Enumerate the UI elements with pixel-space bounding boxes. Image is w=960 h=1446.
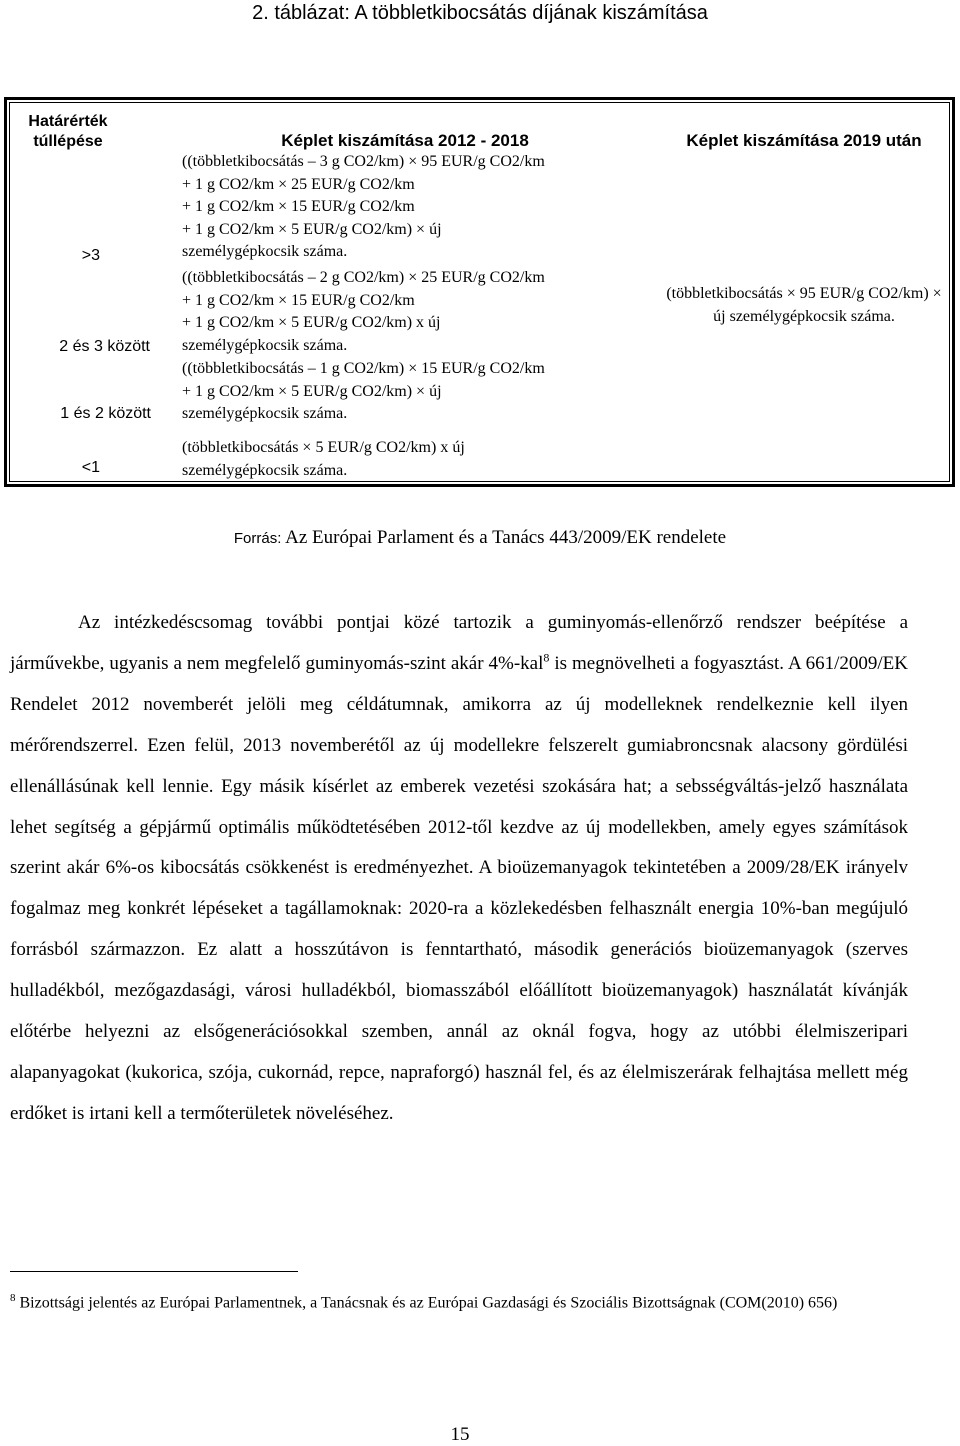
source-text: Az Európai Parlament és a Tanács 443/2009/EK rendelete	[281, 527, 727, 548]
formula-2012-2018-header: Képlet kiszámítása 2012 - 2018	[281, 131, 529, 150]
body-paragraph	[10, 603, 908, 1135]
source-label: Forrás:	[233, 530, 282, 547]
threshold-header-line1: Határérték	[28, 113, 108, 130]
threshold-value: <1	[81, 459, 100, 476]
formula-row-4: (többletkibocsátás × 5 EUR/g CO2/km) x új személygépkocsik száma.	[182, 439, 465, 479]
formula-2019-header: Képlet kiszámítása 2019 után	[686, 131, 922, 150]
threshold-value: 2 és 3 között	[59, 338, 150, 355]
formula-2019: (többletkibocsátás × 95 EUR/g CO2/km) × új személygépkocsik száma.	[666, 285, 942, 325]
threshold-value: >3	[81, 247, 100, 264]
footnote-number: 8	[10, 1292, 16, 1304]
footnote	[10, 1282, 910, 1319]
page-number: 15	[450, 1424, 470, 1445]
formula-row-1: ((többletkibocsátás – 3 g CO2/km) × 95 EUR/g CO2/km + 1 g CO2/km × 25 EUR/g CO2/km + 1 g CO2/km × 15 EUR/g CO2/km + 1 g CO2/km × 5 EUR/g CO2/km) × új személygépkocsik száma.	[182, 153, 545, 261]
paragraph-part2: is megnövelheti a fogyasztást. A 661/2009/EK Rendelet 2012 novemberét jelöli meg céldátumnak, amikorra az új modelleknek rendelkeznie kell ilyen mérőrendszerrel. Ezen felül, 2013 novemberétől az új modellekre felszerelt gumiabroncsnak alacsony gördülési ellenállásúnak kell lennie. Egy másik kísérlet az emberek vezetési szokására hat; a sebsségváltás-jelző használata lehet segítség a gépjármű optimális működtetésében 2012-től kezdve az új modellekben, amely egyes számítások szerint akár 6%-os kibocsátás csökkenést is eredményezhet. A bioüzemanyagok tekintetében a 2009/28/EK irányelv fogalmaz meg konkrét lépéseket a tagállamoknak: 2020-ra a közlekedésben felhasznált energia 10%-ban megújuló forrásból származzon. Ez alatt a hosszútávon is fenntartható, második generációs bioüzemanyagok (szerves hulladékból, mezőgazdasági, városi hulladékból, biomasszából előállított bioüzemanyagok) használatát kívánják előtérbe helyezni az elsőgenerációsokkal szemben, annál az oknál fogva, hogy az utóbbi élelmiszeripari alapanyagokat (kukorica, szója, cukornád, repce, napraforgó) használ fel, és az élelmiszerárak felhajtása mellett még erdőket is irtani kell a termőterületek növeléséhez.	[10, 652, 908, 1124]
threshold-value: 1 és 2 között	[60, 405, 151, 422]
threshold-header-line2: túllépése	[33, 133, 103, 150]
source-line	[0, 525, 960, 552]
formula-row-3: ((többletkibocsátás – 1 g CO2/km) × 15 EUR/g CO2/km + 1 g CO2/km × 5 EUR/g CO2/km) × új személygépkocsik száma.	[182, 360, 545, 423]
paragraph-part1: Az intézkedéscsomag további pontjai közé tartozik a guminyomás-ellenőrző rendszer beépítése a járművekbe, ugyanis a nem megfelelő guminyomás-szint akár 4%-kal	[10, 612, 908, 674]
formula-row-2: ((többletkibocsátás – 2 g CO2/km) × 25 EUR/g CO2/km + 1 g CO2/km × 15 EUR/g CO2/km + 1 g CO2/km × 5 EUR/g CO2/km) x új személygépkocsik száma.	[182, 269, 545, 354]
footnote-reference[interactable]: 8	[543, 650, 550, 665]
footnote-text: Bizottsági jelentés az Európai Parlamentnek, a Tanácsnak és az Európai Gazdasági és Szociális Bizottságnak (COM(2010) 656)	[15, 1294, 838, 1312]
footnote-divider	[10, 1271, 298, 1272]
table-title: 2. táblázat: A többletkibocsátás díjának kiszámítása	[252, 2, 708, 24]
